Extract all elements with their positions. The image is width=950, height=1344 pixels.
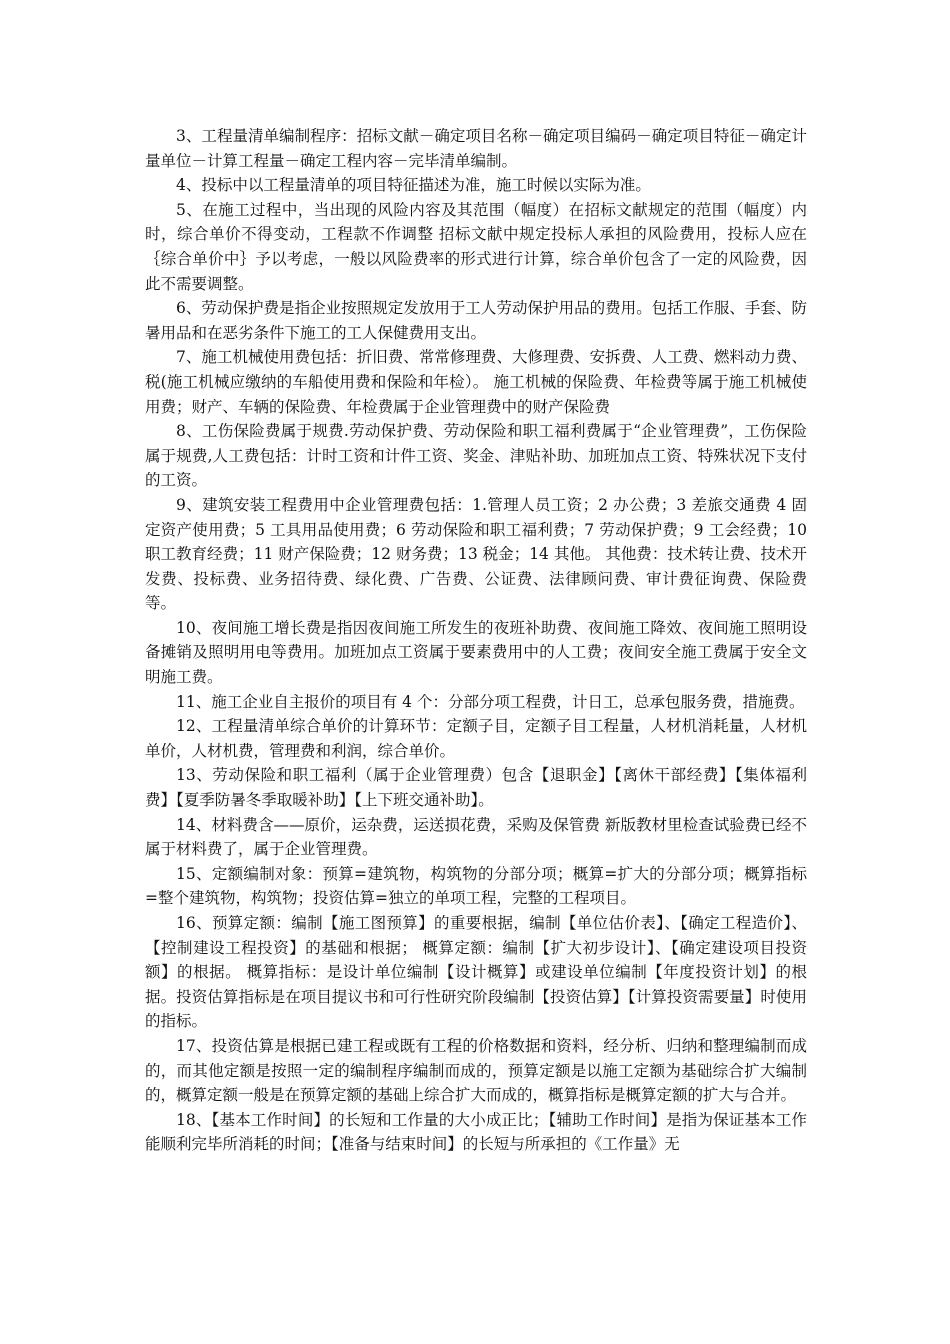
paragraph-5: 5、在施工过程中，当出现的风险内容及其范围（幅度）在招标文献规定的范围（幅度）内时，综合单价不得变动，工程款不作调整 招标文献中规定投标人承担的风险费用，投标人应在｛综合单价中｝予以考虑，一般以风险费率的形式进行计算，综合单价包含了一定的风险费，因此不需要调整。 [145, 200, 807, 293]
paragraph-18: 18、【基本工作时间】的长短和工作量的大小成正比；【辅助工作时间】是指为保证基本工作能顺利完毕所消耗的时间；【准备与结束时间】的长短与所承担的《工作量》无 [145, 1110, 807, 1154]
paragraph-10: 10、夜间施工增长费是指因夜间施工所发生的夜班补助费、夜间施工降效、夜间施工照明设备摊销及照明用电等费用。加班加点工资属于要素费用中的人工费；夜间安全施工费属于安全文明施工费。 [145, 618, 807, 687]
paragraph-12: 12、工程量清单综合单价的计算环节：定额子目，定额子目工程量，人材机消耗量，人材机单价，人材机费，管理费和利润，综合单价。 [145, 717, 807, 760]
paragraph-6: 6、劳动保护费是指企业按照规定发放用于工人劳动保护用品的费用。包括工作服、手套、防暑用品和在恶劣条件下施工的工人保健费用支出。 [145, 299, 807, 342]
paragraph-14: 14、材料费含——原价，运杂费，运送损花费，采购及保管费 新版教材里检查试验费已经不属于材料费了，属于企业管理费。 [145, 815, 807, 859]
paragraph-7: 7、施工机械使用费包括：折旧费、常常修理费、大修理费、安拆费、人工费、燃料动力费、税(施工机械应缴纳的车船使用费和保险和年检）。 施工机械的保险费、年检费等属于施工机械使用费；财产、车辆的保险费、年检费属于企业管理费中的财产保险费 [145, 348, 807, 416]
paragraph-16: 16、预算定额：编制【施工图预算】的重要根据，编制【单位估价表】、【确定工程造价】、【控制建设工程投资】的基础和根据； 概算定额：编制【扩大初步设计】、【确定建设项目投资额】的根据。 概算指标：是设计单位编制【设计概算】或建设单位编制【年度投资计划】的根据。投资估算指标是在项目提议书和可行性研究阶段编制【投资估算】【计算投资需要量】时使用的指标。 [145, 914, 807, 1031]
paragraph-17: 17、投资估算是根据已建工程或既有工程的价格数据和资料，经分析、归纳和整理编制而成的，而其他定额是按照一定的编制程序编制而成的，预算定额是以施工定额为基础综合扩大编制的，概算定额一般是在预算定额的基础上综合扩大而成的，概算指标是概算定额的扩大与合并。 [145, 1036, 807, 1105]
paragraph-8: 8、工伤保险费属于规费.劳动保护费、劳动保险和职工福利费属于“企业管理费”，工伤保险属于规费,人工费包括：计时工资和计件工资、奖金、津贴补助、加班加点工资、特殊状况下支付的工资。 [145, 422, 807, 490]
paragraph-11: 11、施工企业自主报价的项目有 4 个：分部分项工程费，计日工，总承包服务费，措施费。 [176, 692, 805, 711]
paragraph-9: 9、建筑安装工程费用中企业管理费包括：1.管理人员工资；2 办公费；3 差旅交通费 4 固定资产使用费；5 工具用品使用费；6 劳动保险和职工福利费；7 劳动保护费；9 工会经费；10 职工教育经费；11 财产保险费；12 财务费；13 税金；14 其他。 其他费：技术转让费、技术开发费、投标费、业务招待费、绿化费、广告费、公证费、法律顾问费、审计费征询费、保险费等。 [145, 495, 807, 613]
paragraph-4: 4、投标中以工程量清单的项目特征描述为准，施工时候以实际为准。 [176, 176, 651, 195]
document-body [145, 124, 807, 1157]
paragraph-13: 13、劳动保险和职工福利（属于企业管理费）包含【退职金】【离休干部经费】【集体福利费】【夏季防暑冬季取暖补助】【上下班交通补助】。 [145, 766, 807, 810]
paragraph-15: 15、定额编制对象：预算=建筑物，构筑物的分部分项；概算=扩大的分部分项；概算指标=整个建筑物，构筑物；投资估算=独立的单项工程，完整的工程项目。 [145, 864, 807, 908]
paragraph-3: 3、工程量清单编制程序：招标文献－确定项目名称－确定项目编码－确定项目特征－确定计量单位－计算工程量－确定工程内容－完毕清单编制。 [145, 127, 807, 170]
